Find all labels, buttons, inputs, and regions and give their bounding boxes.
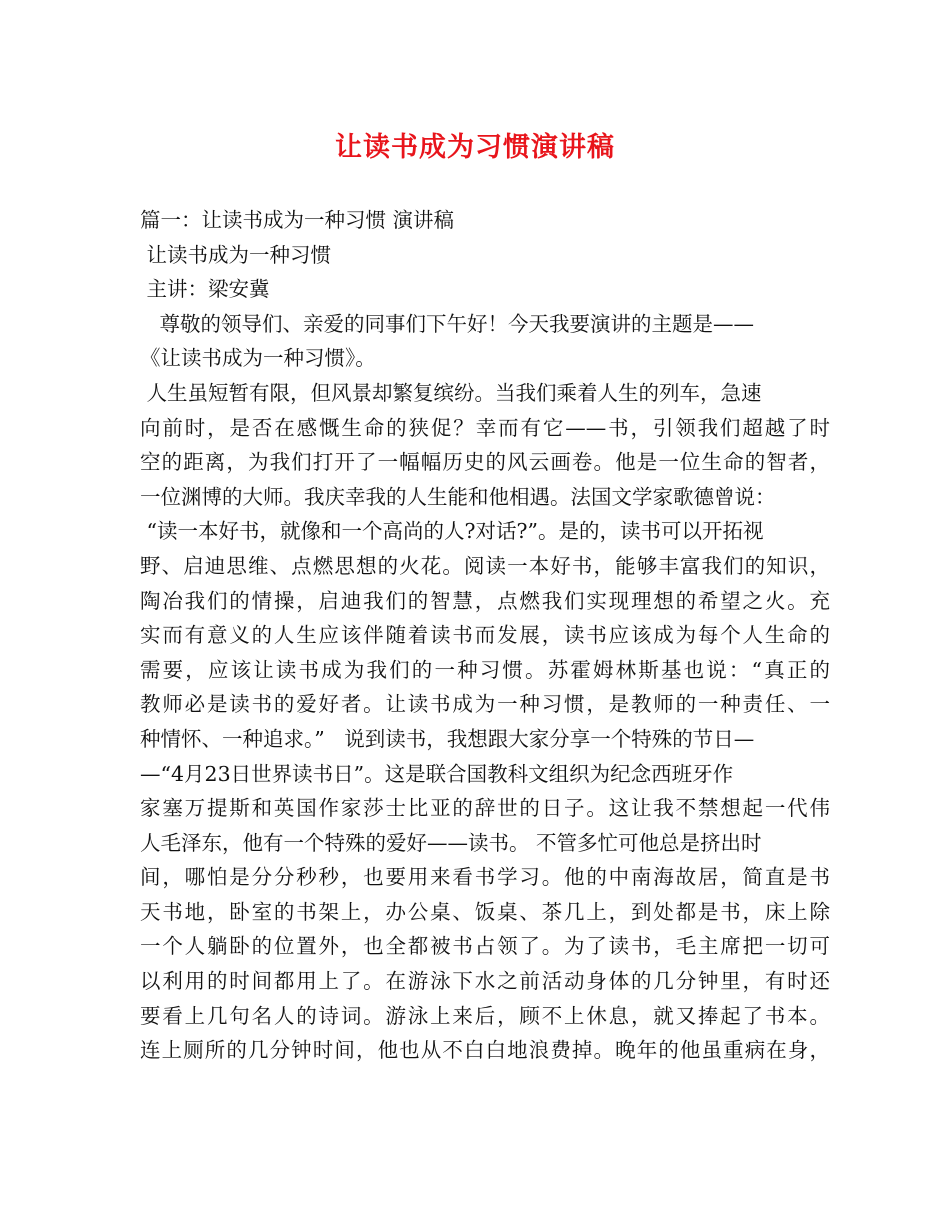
text-line: 让读书成为一种习惯 — [140, 242, 332, 267]
text-line: 需要，应该让读书成为我们的一种习惯。苏霍姆林斯基也说：“真正的 — [140, 657, 830, 682]
text-line: —“4月23日世界读书日”。这是联合国教科文组织为纪念西班牙作 — [140, 761, 734, 786]
text-line: 人生虽短暂有限，但风景却繁复缤纷。当我们乘着人生的列车，急速 — [140, 380, 762, 405]
text-line: 家塞万提斯和英国作家莎士比亚的辞世的日子。这让我不禁想起一代伟 — [140, 796, 830, 821]
text-line: 野、启迪思维、点燃思想的火花。阅读一本好书，能够丰富我们的知识， — [140, 553, 830, 578]
text-line: 篇一：让读书成为一种习惯 演讲稿 — [140, 208, 455, 232]
document-body — [140, 203, 830, 1068]
text-line: 天书地，卧室的书架上，办公桌、饭桌、茶几上，到处都是书，床上除 — [140, 899, 830, 924]
text-line: 陶冶我们的情操，启迪我们的智慧，点燃我们实现理想的希望之火。充 — [140, 588, 830, 613]
text-line: 一个人躺卧的位置外，也全都被书占领了。为了读书，毛主席把一切可 — [140, 934, 830, 959]
text-line: 主讲：梁安冀 — [140, 277, 270, 302]
text-line: 间，哪怕是分分秒秒，也要用来看书学习。他的中南海故居，简直是书 — [140, 865, 830, 890]
text-line: 一位渊博的大师。我庆幸我的人生能和他相遇。法国文学家歌德曾说： — [140, 484, 776, 509]
text-line: 以利用的时间都用上了。在游泳下水之前活动身体的几分钟里，有时还 — [140, 969, 830, 994]
text-line: 空的距离，为我们打开了一幅幅历史的风云画卷。他是一位生命的智者， — [140, 450, 830, 475]
text-line: 尊敬的领导们、亲爱的同事们下午好！今天我要演讲的主题是—— — [140, 311, 755, 336]
text-line: 种情怀、一种追求。” 说到读书，我想跟大家分享一个特殊的节日— — [140, 726, 755, 751]
text-line: 《让读书成为一种习惯》。 — [140, 346, 376, 371]
text-line: “读一本好书，就像和一个高尚的人?对话?”。是的，读书可以开拓视 — [140, 519, 764, 544]
text-line: 连上厕所的几分钟时间，他也从不白白地浪费掉。晚年的他虽重病在身， — [140, 1038, 830, 1063]
text-line: 人毛泽东，他有一个特殊的爱好——读书。 不管多忙可他总是挤出时 — [140, 830, 762, 855]
text-line: 向前时，是否在感慨生命的狭促？幸而有它——书，引领我们超越了时 — [140, 415, 830, 440]
text-line: 要看上几句名人的诗词。游泳上来后，顾不上休息，就又捧起了书本。 — [140, 1003, 830, 1028]
document-title: 让读书成为习惯演讲稿 — [335, 132, 615, 163]
text-line: 实而有意义的人生应该伴随着读书而发展，读书应该成为每个人生命的 — [140, 623, 830, 648]
text-line: 教师必是读书的爱好者。让读书成为一种习惯，是教师的一种责任、一 — [140, 692, 830, 717]
